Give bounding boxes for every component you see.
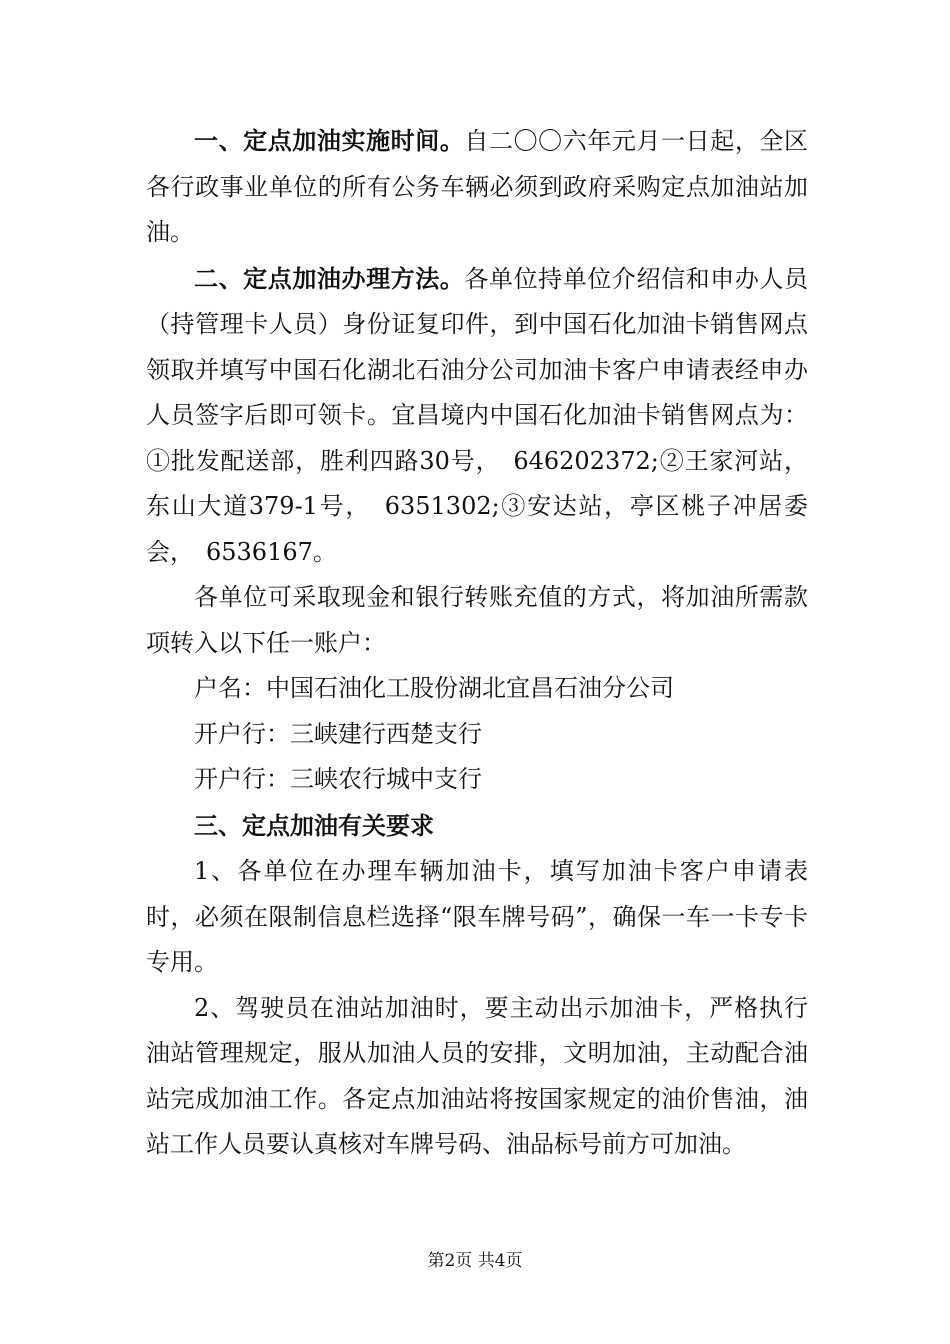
section-1-heading: 一、定点加油实施时间。 <box>194 126 465 155</box>
section-1-paragraph <box>146 118 808 256</box>
bank-line-2: 开户行：三峡农行城中支行 <box>194 765 482 793</box>
bank-line-1: 开户行：三峡建行西楚支行 <box>194 719 482 748</box>
section-1-text: 自二〇〇六年元月一日起，全区各行政事业单位的所有公务车辆必须到政府采购定点加油站加油。 <box>146 127 809 246</box>
section-2-text: 各单位持单位介绍信和申办人员（持管理卡人员）身份证复印件，到中国石化加油卡销售网点领取并填写中国石化湖北石油分公司加油卡客户申请表经申办人员签字后即可领卡。宜昌境内中国石化加油卡销售网点为：①批发配送部，胜利四路30号， 646202372;②王家河站，东山大道379-1号， 6351302;③安达站，亭区桃子冲居委会， 6536167。 <box>146 264 809 566</box>
section-3-heading: 三、定点加油有关要求 <box>194 810 434 840</box>
document-body <box>146 118 808 1168</box>
requirement-1-paragraph: 1、各单位在办理车辆加油卡，填写加油卡客户申请表时，必须在限制信息栏选择“限车牌号码”，确保一车一卡专卡专用。 <box>146 857 808 976</box>
requirement-2-paragraph: 2、驾驶员在油站加油时，要主动出示加油卡，严格执行油站管理规定，服从加油人员的安排，文明加油，主动配合油站完成加油工作。各定点加油站将按国家规定的油价售油，油站工作人员要认真核对车牌号码、油品标号前方可加油。 <box>146 993 808 1158</box>
account-name-line: 户名：中国石油化工股份湖北宜昌石油分公司 <box>194 674 674 702</box>
section-2-heading: 二、定点加油办理方法。 <box>194 263 465 293</box>
section-2-paragraph <box>146 256 808 576</box>
payment-paragraph: 各单位可采取现金和银行转账充值的方式，将加油所需款项转入以下任一账户： <box>146 583 808 657</box>
page-footer: 第2页 共4页 <box>427 1251 523 1271</box>
